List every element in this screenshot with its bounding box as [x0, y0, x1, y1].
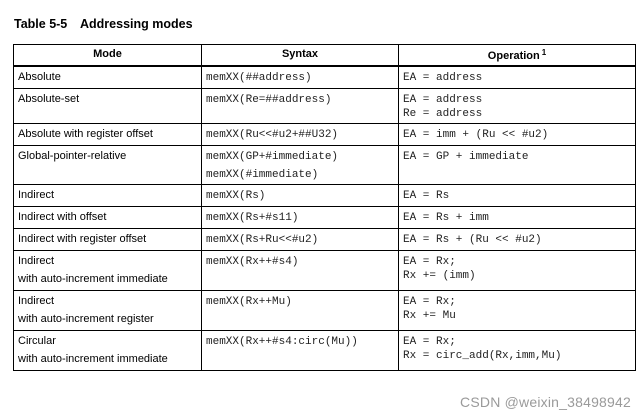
mode-cell [14, 66, 202, 89]
syntax-line: memXX(Rs) [206, 190, 266, 202]
operation-line: EA = Rs + (Ru << #u2) [403, 234, 542, 246]
mode-cell [14, 331, 202, 371]
table-row [14, 251, 636, 291]
syntax-cell [202, 251, 399, 291]
mode-line: Indirect [18, 295, 55, 307]
syntax-cell [202, 89, 399, 124]
mode-line: Global-pointer-relative [18, 150, 127, 162]
operation-cell [399, 291, 636, 331]
table-row [14, 89, 636, 124]
operation-cell [399, 66, 636, 89]
watermark: CSDN @weixin_38498942 [460, 394, 631, 410]
table-body [14, 66, 636, 371]
table-title: Addressing modes [80, 17, 193, 31]
header-row [14, 45, 636, 67]
operation-cell [399, 331, 636, 371]
operation-cell [399, 124, 636, 146]
table-row [14, 185, 636, 207]
mode-cell [14, 207, 202, 229]
mode-line: with auto-increment immediate [18, 353, 168, 365]
syntax-cell [202, 66, 399, 89]
table-row [14, 229, 636, 251]
syntax-cell [202, 146, 399, 185]
mode-line: with auto-increment immediate [18, 273, 168, 285]
header-operation-label: Operation [487, 50, 540, 62]
syntax-line: memXX(Re=##address) [206, 94, 332, 106]
operation-line: EA = address [403, 94, 483, 106]
mode-line: Indirect with offset [18, 211, 107, 223]
table-number: Table 5-5 [14, 17, 68, 31]
operation-line: Rx = circ_add(Rx,imm,Mu) [403, 350, 562, 362]
mode-cell [14, 291, 202, 331]
table-row [14, 124, 636, 146]
operation-cell [399, 251, 636, 291]
syntax-line: memXX(Rs+Ru<<#u2) [206, 234, 319, 246]
mode-cell [14, 146, 202, 185]
operation-line: EA = Rx; [403, 336, 456, 348]
mode-line: Indirect with register offset [18, 233, 147, 245]
syntax-line: memXX(Rx++#s4:circ(Mu)) [206, 336, 358, 348]
syntax-line: memXX(GP+#immediate) [206, 151, 339, 163]
operation-line: EA = imm + (Ru << #u2) [403, 129, 549, 141]
mode-line: Circular [18, 335, 56, 347]
syntax-cell [202, 124, 399, 146]
mode-cell [14, 229, 202, 251]
syntax-line: memXX(##address) [206, 72, 312, 84]
header-syntax: Syntax [202, 45, 399, 67]
table-row [14, 146, 636, 185]
operation-cell [399, 207, 636, 229]
syntax-cell [202, 229, 399, 251]
operation-line: Rx += (imm) [403, 270, 476, 282]
table-row [14, 291, 636, 331]
table-row [14, 207, 636, 229]
operation-line: EA = address [403, 72, 483, 84]
mode-cell [14, 185, 202, 207]
mode-cell [14, 251, 202, 291]
syntax-line: memXX(Rx++Mu) [206, 296, 292, 308]
footnote-marker: 1 [541, 48, 547, 57]
header-operation [399, 45, 636, 67]
mode-line: Indirect [18, 255, 55, 267]
operation-line: EA = GP + immediate [403, 151, 529, 163]
operation-line: Re = address [403, 108, 483, 120]
syntax-line: memXX(#immediate) [206, 169, 319, 181]
syntax-line: memXX(Ru<<#u2+##U32) [206, 129, 339, 141]
table-row [14, 331, 636, 371]
mode-line: with auto-increment register [18, 313, 154, 325]
operation-line: EA = Rx; [403, 296, 456, 308]
mode-line: Indirect [18, 189, 55, 201]
syntax-cell [202, 331, 399, 371]
syntax-cell [202, 291, 399, 331]
table-caption [14, 17, 193, 31]
mode-line: Absolute-set [18, 93, 80, 105]
syntax-line: memXX(Rs+#s11) [206, 212, 299, 224]
operation-line: EA = Rs [403, 190, 450, 202]
operation-line: EA = Rs + imm [403, 212, 489, 224]
syntax-cell [202, 185, 399, 207]
syntax-cell [202, 207, 399, 229]
syntax-line: memXX(Rx++#s4) [206, 256, 299, 268]
mode-line: Absolute [18, 71, 61, 83]
operation-cell [399, 185, 636, 207]
table-row [14, 66, 636, 89]
operation-cell [399, 146, 636, 185]
mode-cell [14, 89, 202, 124]
mode-cell [14, 124, 202, 146]
mode-line: Absolute with register offset [18, 128, 153, 140]
header-mode: Mode [14, 45, 202, 67]
operation-line: Rx += Mu [403, 310, 456, 322]
addressing-modes-table [13, 44, 636, 371]
operation-cell [399, 229, 636, 251]
operation-cell [399, 89, 636, 124]
operation-line: EA = Rx; [403, 256, 456, 268]
